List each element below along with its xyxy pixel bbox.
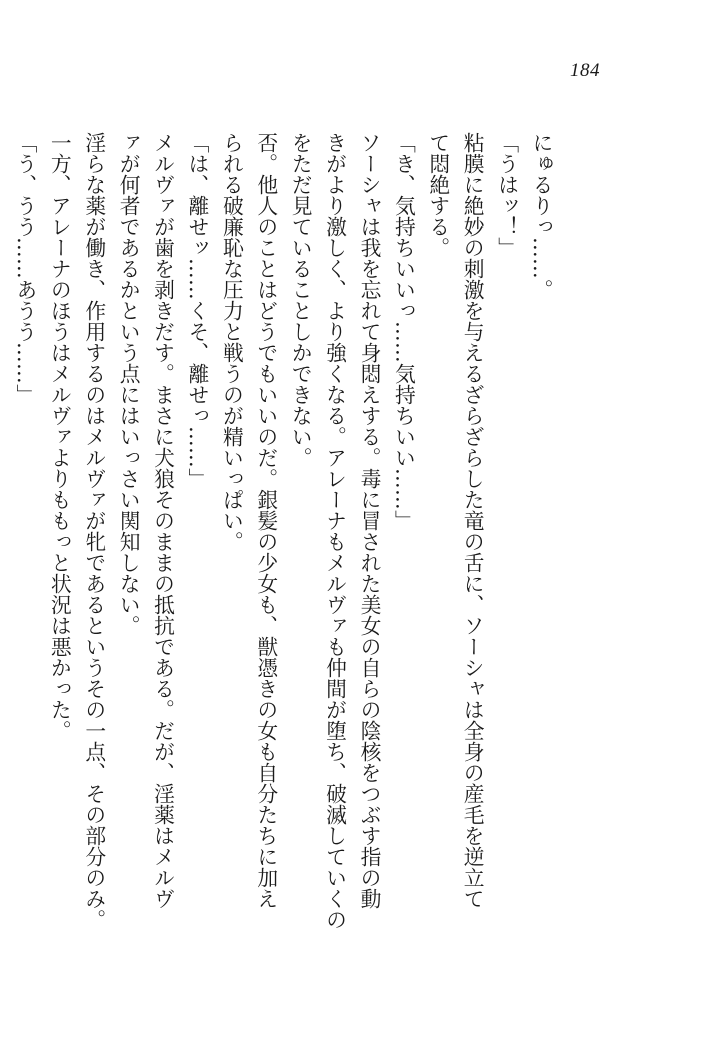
text-line: きがより激しく、より強くなる。アレーナもメルヴァも仲間が堕ち、破滅していくの <box>322 132 347 930</box>
text-line: 「き、気持ちいいっ……気持ちいい……」 <box>391 132 416 531</box>
text-line: メルヴァが歯を剥きだす。まさに犬狼そのままの抵抗である。だが、淫薬はメルヴ <box>150 132 175 909</box>
text-line: ァが何者であるかという点にはいっさい関知しない。 <box>116 132 141 636</box>
text-line: て悶絶する。 <box>425 132 450 258</box>
text-line: 否。他人のことはどうでもいいのだ。銀髪の少女も、獣憑きの女も自分たちに加え <box>253 132 278 909</box>
page-number: 184 <box>570 60 600 81</box>
text-line: 「うはッ！」 <box>494 132 519 258</box>
text-line: 淫らな薬が働き、作用するのはメルヴァが牝であるというその一点、その部分のみ。 <box>81 132 106 930</box>
text-line: ソーシャは我を忘れて身悶えする。毒に冒された美女の自らの陰核をつぶす指の動 <box>356 132 381 909</box>
text-line: をただ見ていることしかできない。 <box>288 132 313 468</box>
text-line: 一方、アレーナのほうはメルヴァよりももっと状況は悪かった。 <box>47 132 72 741</box>
text-line: 粘膜に絶妙の刺激を与えるざらざらした竜の舌に、ソーシャは全身の産毛を逆立て <box>460 132 485 909</box>
text-line: 「は、離せッ……くそ、離せっ……」 <box>184 132 209 489</box>
text-line: 「う、うう……あうう……」 <box>12 132 37 405</box>
body-text <box>12 132 558 972</box>
text-line: にゅるりっ……。 <box>529 132 553 300</box>
text-line: られる破廉恥な圧力と戦うのが精いっぱい。 <box>219 132 244 552</box>
